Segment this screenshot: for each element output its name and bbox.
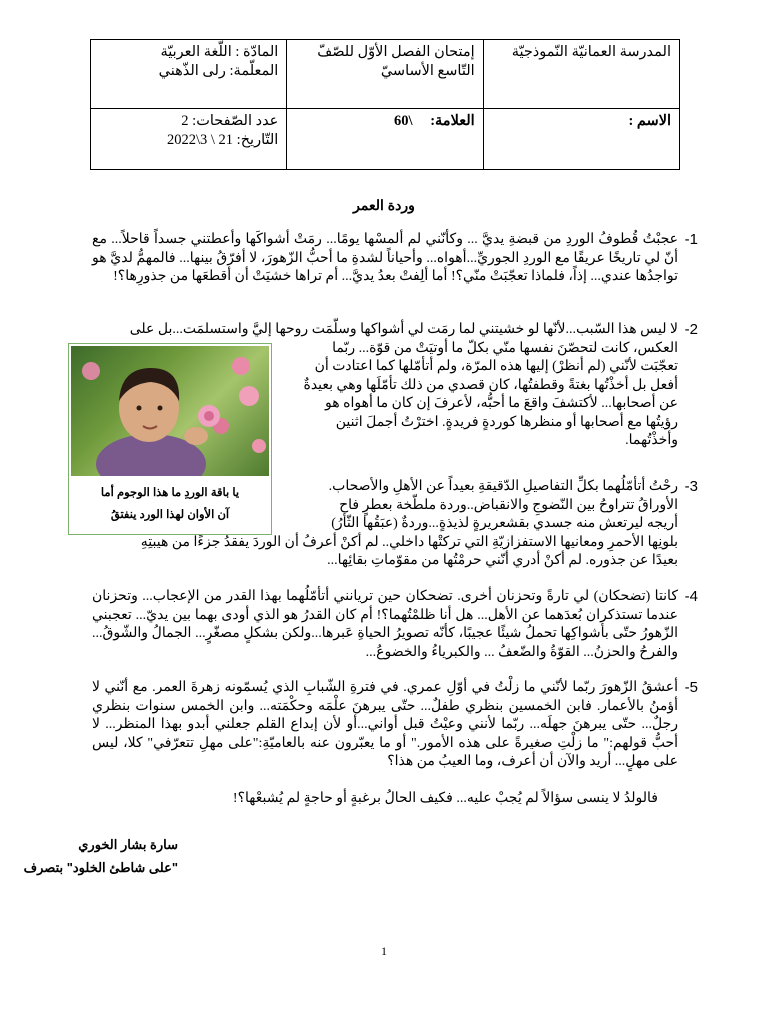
school-cell	[483, 40, 679, 109]
subject-label: المادّة : اللّغة العربيّة	[160, 44, 279, 60]
grade-cell	[287, 109, 483, 170]
grade-value: \60	[394, 113, 413, 129]
name-cell	[483, 109, 679, 170]
school-name: المدرسة العمانيّة النّموذجيّة	[511, 44, 671, 60]
paragraph-5	[92, 679, 698, 772]
paragraph-text: فالولدُ لا ينسى سؤالاً لم يُجبْ عليه... فكيف الحالُ برغبةٍ أو حاجةٍ لم يُشبعْها؟!	[232, 791, 658, 806]
author-name: سارة بشار الخوري	[78, 837, 178, 852]
caption-line-1: يا باقة الوردِ ما هذا الوجوم أما	[100, 487, 240, 499]
photo-frame	[68, 343, 272, 535]
paragraph-4	[92, 588, 698, 662]
name-label: الاسم :	[628, 113, 671, 129]
paragraph-line: عن أصحابها... لأكتشفَ واقعَ ما أحبُّه، لأعرفَ إن كان ما أهواه هو	[325, 396, 678, 411]
teacher-label: المعلّمة: رلى الذّهني	[158, 63, 279, 79]
grade-label: العلامة:	[430, 113, 475, 129]
paragraph-line: وأخذْتُهما.	[625, 433, 678, 448]
exam-title-line1: إمتحان الفصل الأوّل للصّفّ	[317, 44, 475, 60]
text-title: وردة العمر	[353, 197, 415, 213]
exam-date: التّاريخ: 21 \ 3\2022	[166, 132, 279, 148]
paragraph-line: العكس، كانت لتحصّنَ نفسها منّي بكلّ ما أوتيَتْ من قوّة... ربّما	[332, 340, 678, 356]
boy-with-roses-illustration	[71, 346, 269, 476]
source-title: "على شاطئ الخلود" بتصرف	[23, 860, 178, 875]
paragraph-closing	[98, 790, 658, 809]
paragraph-text: عجبْتُ قُطوفُ الوردِ من قبضةِ يديَّ ... وكأنّني لم ألمسْها يومًا... رمَتْ أشواكَها وأعطتني جسداً قاحلاً... مع أنّ لي تاريخًا عريقًا مع الوردِ الجوريِّ...أهواه... وأحياناً لشدةِ ما أحبُّ الزّهورَ، لا أفرّقُ بينها... فالمهمُّ لديَّ هو تواجدُها عندي... إذاً، فلماذا تعجّبَتْ منّي؟! أما ألِفتْ بعدُ يديَّ... أم تراها خشيَتْ أن أقطعَها من جذورِها؟!	[92, 232, 678, 284]
paragraph-line: بلونِها الأحمرِ ومعانيها الاستفزازيّةِ التي تركتْها داخلي.. لم أكنْ أعرفُ أن الوردَ يفقدُ جزءًا من هيبتِهِ	[140, 534, 678, 550]
info-cell	[91, 109, 287, 170]
paragraph-line: رحْتُ أتأمّلُهما بكلِّ التفاصيلِ الدّقيقةِ بعيداً عن الأهلِ والأصحاب.	[328, 479, 678, 494]
paragraph-line: لا ليس هذا السّبب...لأنّها لو خشيتني لما رمَت لي أشواكها وسلّمَت روحها إليَّ واستسلمَت...بل على	[129, 322, 678, 337]
boy-with-roses-photo	[71, 346, 269, 476]
paragraph-line: رؤيتُها مع أصحابها أو منظرها كوردةٍ فريدةٍ. اخترْتُ أجملَ اثنين	[335, 414, 678, 430]
paragraph-line: الأوراقُ تتراوحُ بين النّضوجِ والانقباض..وردة ملطّخة بعطرٍ فاح	[339, 497, 678, 513]
paragraph-text: أعشقُ الزّهورَ ربّما لأنّني ما زلْتُ في أوّلِ عمري. في فترةِ الشّبابِ الذي يُسمّونه زهرةَ العمر. مع أنّني لا أؤمنُ بالأعمار. فابن الخمسين بنظري طفلٌ... حتّى يبرهنَ علْمَه وحكْمَته... وابن الخمس سنوات بنظري رجلٌ... حتّى يبرهنَ جهلَه... ربّما لأنني وعيْتُ قبل أواني...أو لأن إبداع القلم جعلني أبدو بهذا المنظر... لا أحبُّ قولهم:" ما زلْتِ صغيرةً على هذه الأمور." أو ما يعبّرون عنه بالعاميّةِ:"على مهلِ تتعرّفي" كلا، ليس على مهلٍ... أريد والآن أن أعرف، وما العيبُ من هذا؟	[92, 680, 678, 769]
poem-caption	[73, 482, 267, 526]
paragraph-number: 1-	[684, 231, 698, 248]
paragraph-line: تعجّبَت لأنّني (لم أنظرْ) إليها هذه المرّة، ولم أتأمّلها كما اعتادت أن	[314, 359, 678, 374]
page-count: عدد الصّفحات: 2	[181, 113, 279, 129]
paragraph-number: 5-	[684, 679, 698, 696]
paragraph-number: 4-	[684, 588, 698, 605]
exam-header-table	[90, 39, 680, 170]
paragraph-number: 2-	[684, 321, 698, 338]
paragraph-text: كانتا (تضحكان) لي تارةً وتحزنان أخرى. تضحكان حين تريانني أتأمّلُهما بهذا القدر من الإعجاب... وتحزنان عندما تستذكران بُعدَهما عن الأهل... هل أنا ظلمْتُهما؟! أم كان القدرُ هو الذي أودى بهما بين يديّ... تعجبني الزّهورُ حتّى بأشواكِها تحملُ شيئًا عجيبًا، كأنّه تصويرُ الحياةِ عَبرها...ولكن بشكلٍ مصغّرٍ... الجمالُ والشّوقُ... والفرحُ والحزنُ... القوّةُ والضّعفُ ... والكبرياءُ والخضوعُ...	[92, 589, 678, 660]
paragraph-line: أفعل بل أخذْتُها بغتةً وقطفتُها، كان قصدي من ذلك تأمّلَها وهي بعيدةٌ	[303, 377, 678, 393]
exam-cell	[287, 40, 483, 109]
paragraph-1	[92, 231, 698, 287]
paragraph-line: أريجه ليرتعش منه جسدي بقشعريرةٍ لذيذةٍ...وردةٌ (عبَقُها الثّأرُ)	[331, 516, 678, 531]
subject-cell	[91, 40, 287, 109]
paragraph-number: 3-	[684, 478, 698, 495]
page-number: 1	[381, 944, 387, 958]
caption-line-2: آن الأوان لهذا الورد ينفتقُ	[110, 509, 230, 521]
exam-title-line2: التّاسع الأساسيّ	[380, 63, 475, 79]
paragraph-line: بعيدًا عن جذوره. لم أكنْ أدري أنّني حرمْتُها من مقوّماتِ بقائِها...	[327, 553, 678, 568]
